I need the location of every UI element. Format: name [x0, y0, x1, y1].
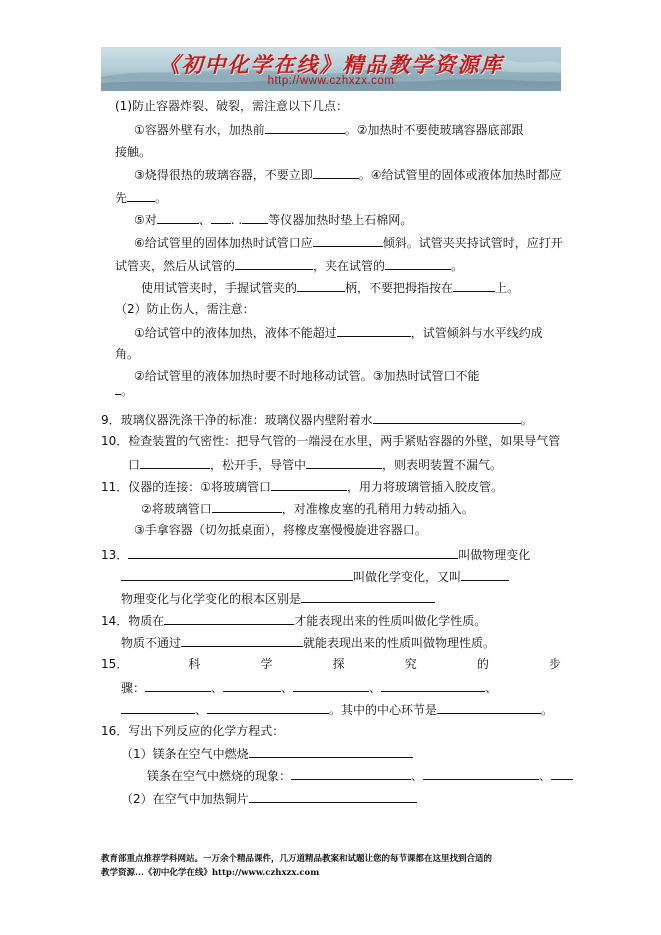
site-url[interactable]: http://www.czhxzx.com [267, 75, 395, 87]
text-line: 9．玻璃仪器洗涤干净的标准：玻璃仪器内壁附着水 。 [101, 413, 533, 427]
text-line: 骤： 、 、 、 、 [121, 681, 498, 695]
answer-blank[interactable] [423, 768, 539, 780]
text-line: 15． 科 学 探 究 的 步 [101, 657, 561, 671]
text-line: （1）镁条在空气中燃烧 [121, 746, 413, 761]
answer-blank[interactable] [249, 746, 413, 758]
answer-blank[interactable] [223, 680, 281, 692]
text-line: 13． 叫做物理变化 [101, 548, 531, 562]
answer-blank[interactable] [551, 768, 573, 780]
answer-blank[interactable] [249, 791, 417, 803]
text-line: ③烧得很热的玻璃容器，不要立即 。④给试管里的固体或液体加热时都应 [134, 168, 562, 182]
answer-blank[interactable] [437, 702, 541, 714]
answer-blank[interactable] [207, 702, 329, 714]
answer-blank[interactable] [212, 501, 282, 513]
answer-blank[interactable] [242, 212, 268, 224]
text-line: ①容器外壁有水，加热前 。②加热时不要使玻璃容器底部跟 [134, 123, 524, 137]
answer-blank[interactable] [121, 569, 353, 581]
footer-line: 教育部重点推荐学科网站。一万余个精品课件，几万道精品教案和试题让您的每节课都在这里找到合适的 [101, 854, 493, 864]
answer-blank[interactable] [181, 635, 303, 647]
site-title: 《初中化学在线》精品教学资源库 [158, 52, 504, 77]
text-line: 11．仪器的连接：①将玻璃管口 ，用力将玻璃管插入胶皮管。 [101, 480, 504, 494]
answer-blank[interactable] [128, 547, 458, 559]
answer-blank[interactable] [265, 122, 345, 134]
answer-blank[interactable] [461, 569, 509, 581]
text-line: 物理变化与化学变化的根本区别是 [121, 591, 435, 606]
answer-blank[interactable] [301, 591, 435, 603]
text-line: 16．写出下列反应的化学方程式： [101, 724, 285, 738]
answer-blank[interactable] [121, 702, 195, 714]
text-line: 、 。其中的中心环节是 。 [121, 702, 553, 717]
text-line: 10．检查装置的气密性：把导气管的一端浸在水里，两手紧贴容器的外壁，如果导气管 [101, 434, 561, 448]
text-line: 14．物质在 才能表现出来的性质叫做化学性质。 [101, 614, 487, 628]
text-line: 物质不通过 就能表现出来的性质叫做物理性质。 [121, 636, 496, 650]
footer-line: 教学资源...《初中化学在线》http://www.czhxzx.com [101, 868, 320, 878]
answer-blank[interactable] [337, 325, 411, 337]
text-line: ②将玻璃管口 ，对准橡皮塞的孔稍用力转动插入。 [141, 502, 474, 516]
answer-blank[interactable] [271, 479, 347, 491]
answer-blank[interactable] [385, 258, 451, 270]
answer-blank[interactable] [235, 258, 313, 270]
answer-blank[interactable] [453, 280, 495, 292]
text-line: 叫做化学变化，又叫 [121, 569, 509, 584]
text-line: 试管夹，然后从试管的 ，夹在试管的 。 [115, 259, 464, 273]
text-line: ⑥给试管里的固体加热时试管口应 倾斜。试管夹夹持试管时，应打开 [134, 236, 563, 250]
text-line: ②给试管里的液体加热时要不时地移动试管。③加热时试管口不能 [134, 369, 480, 383]
answer-blank[interactable] [381, 680, 485, 692]
text-line: 接触。 [115, 145, 152, 159]
text-line: 。 [115, 383, 133, 398]
answer-blank[interactable] [313, 167, 359, 179]
answer-blank[interactable] [313, 235, 383, 247]
answer-blank[interactable] [306, 457, 382, 469]
text-line: ⑤对 、 . . 等仪器加热时垫上石棉网。 [134, 213, 413, 227]
text-line: ③手拿容器（切勿抵桌面），将橡皮塞慢慢旋进容器口。 [134, 523, 427, 537]
answer-blank[interactable] [164, 613, 294, 625]
text-line: (1)防止容器炸裂、破裂，需注意以下几点： [115, 99, 348, 113]
text-line: 角。 [115, 347, 140, 361]
answer-blank[interactable] [291, 768, 411, 780]
text-line: 先 。 [115, 191, 168, 205]
answer-blank[interactable] [157, 212, 199, 224]
answer-blank[interactable] [127, 190, 155, 202]
answer-blank[interactable] [211, 212, 231, 224]
text-line: （2）防止伤人，需注意： [115, 302, 255, 316]
answer-blank[interactable] [293, 680, 369, 692]
text-line: （2）在空气中加热铜片 [121, 791, 417, 806]
text-line: 镁条在空气中燃烧的现象： 、 、 [147, 768, 573, 783]
text-line: 使用试管夹时，手握试管夹的 柄，不要把拇指按在 上。 [141, 281, 520, 295]
answer-blank[interactable] [140, 457, 210, 469]
answer-blank[interactable] [373, 412, 521, 424]
answer-blank[interactable] [145, 680, 211, 692]
text-line: ①给试管中的液体加热，液体不能超过 ，试管倾斜与水平线约成 [134, 326, 543, 340]
header-banner [101, 47, 561, 91]
text-line: 口 ，松开手，导管中 ，则表明装置不漏气。 [128, 458, 503, 472]
answer-blank[interactable] [297, 280, 345, 292]
